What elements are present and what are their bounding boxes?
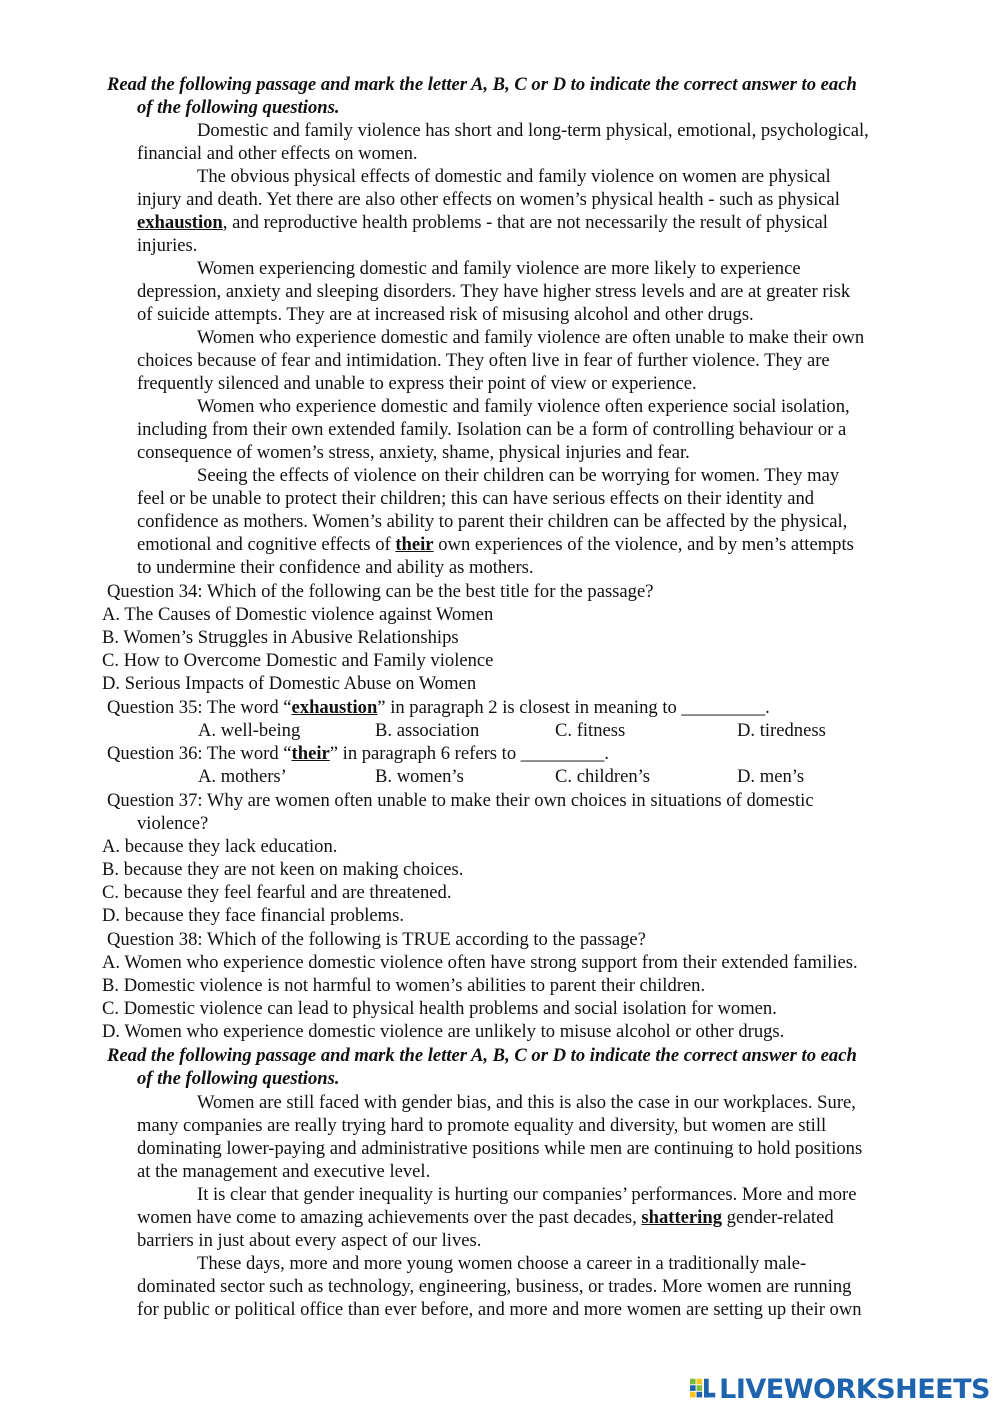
keyword-shattering: shattering — [641, 1207, 722, 1228]
instruction-1-line2: of the following questions. — [137, 97, 340, 118]
instruction-1-line1: Read the following passage and mark the letter A, B, C or D to indicate the correct answer to each — [107, 74, 857, 95]
passage-line: The obvious physical effects of domestic and family violence on women are physical — [197, 166, 831, 187]
passage-line: barriers in just about every aspect of our lives. — [137, 1230, 482, 1251]
passage-line: frequently silenced and unable to express their point of view or experience. — [137, 373, 697, 394]
passage-line: feel or be unable to protect their children; this can have serious effects on their identity and — [137, 488, 815, 509]
keyword-their: their — [395, 534, 434, 555]
passage-line: including from their own extended family. Isolation can be a form of controlling behaviour or a — [137, 419, 847, 440]
stem-end: ” in paragraph 6 refers to _________. — [329, 743, 610, 764]
option-a[interactable]: A. mothers’ — [198, 766, 287, 787]
option-b[interactable]: B. women’s — [375, 766, 464, 787]
logo-text: LIVEWORKSHEETS — [719, 1373, 990, 1405]
option-b[interactable]: B. because they are not keen on making choices. — [102, 859, 464, 880]
passage-line: injuries. — [137, 235, 198, 256]
passage-line: at the management and executive level. — [137, 1161, 431, 1182]
passage-line — [137, 211, 828, 234]
option-b[interactable]: B. Domestic violence is not harmful to women’s abilities to parent their children. — [102, 975, 706, 996]
passage-line: depression, anxiety and sleeping disorders. They have higher stress levels and are at greater risk — [137, 281, 851, 302]
question-stem-cont: violence? — [137, 813, 209, 834]
passage-line: Women are still faced with gender bias, and this is also the case in our workplaces. Sure, — [197, 1092, 856, 1113]
passage-line-rest: and reproductive health problems - that are not necessarily the result of physical — [232, 212, 828, 233]
option-b[interactable]: B. Women’s Struggles in Abusive Relationships — [102, 627, 459, 648]
passage-line: Seeing the effects of violence on their children can be worrying for women. They may — [197, 465, 840, 486]
option-a[interactable]: A. because they lack education. — [102, 836, 338, 857]
options-row — [0, 719, 1000, 742]
passage-line: It is clear that gender inequality is hurting our companies’ performances. More and more — [197, 1184, 857, 1205]
option-c[interactable]: C. because they feel fearful and are threatened. — [102, 882, 452, 903]
passage-line: financial and other effects on women. — [137, 143, 418, 164]
option-d[interactable]: D. tiredness — [737, 720, 826, 741]
option-a[interactable]: A. Women who experience domestic violence often have strong support from their extended families. — [102, 952, 858, 973]
passage-line: to undermine their confidence and ability as mothers. — [137, 557, 534, 578]
option-c[interactable]: C. fitness — [555, 720, 626, 741]
passage-line: of suicide attempts. They are at increased risk of misusing alcohol and other drugs. — [137, 304, 754, 325]
liveworksheets-logo-icon — [690, 1376, 716, 1402]
option-d[interactable]: D. Serious Impacts of Domestic Abuse on Women — [102, 673, 477, 694]
question-stem: Question 37: Why are women often unable to make their own choices in situations of domestic — [107, 790, 814, 811]
instruction-2-line2: of the following questions. — [137, 1068, 340, 1089]
passage-line-start: emotional and cognitive effects of — [137, 534, 391, 555]
option-b[interactable]: B. association — [375, 720, 480, 741]
liveworksheets-logo[interactable] — [690, 1372, 990, 1406]
passage-line-rest: gender-related — [726, 1207, 834, 1228]
passage-line: many companies are really trying hard to promote equality and diversity, but women are still — [137, 1115, 827, 1136]
passage-line — [137, 1206, 834, 1229]
option-c[interactable]: C. How to Overcome Domestic and Family violence — [102, 650, 494, 671]
passage-line: dominated sector such as technology, engineering, business, or trades. More women are running — [137, 1276, 852, 1297]
stem-start: Question 35: The word “ — [107, 697, 292, 718]
passage-line-rest: own experiences of the violence, and by men’s attempts — [438, 534, 854, 555]
passage-line: Women who experience domestic and family violence are often unable to make their own — [197, 327, 865, 348]
stem-start: Question 36: The word “ — [107, 743, 292, 764]
instruction-2-line1: Read the following passage and mark the letter A, B, C or D to indicate the correct answer to each — [107, 1045, 857, 1066]
passage-line — [137, 533, 854, 556]
passage-line: consequence of women’s stress, anxiety, shame, physical injuries and fear. — [137, 442, 690, 463]
option-d[interactable]: D. men’s — [737, 766, 805, 787]
passage-line: Women experiencing domestic and family violence are more likely to experience — [197, 258, 801, 279]
passage-line: confidence as mothers. Women’s ability to parent their children can be affected by the physical, — [137, 511, 848, 532]
option-c[interactable]: C. Domestic violence can lead to physical health problems and social isolation for women. — [102, 998, 777, 1019]
question-stem: Question 34: Which of the following can be the best title for the passage? — [107, 581, 654, 602]
passage-line: choices because of fear and intimidation. They often live in fear of further violence. They are — [137, 350, 830, 371]
question-stem — [107, 742, 609, 765]
keyword-exhaustion: exhaustion — [137, 212, 223, 233]
passage-line: for public or political office than ever before, and more and more women are setting up their own — [137, 1299, 862, 1320]
passage-line-start: women have come to amazing achievements over the past decades, — [137, 1207, 637, 1228]
option-a[interactable]: A. well-being — [198, 720, 301, 741]
option-c[interactable]: C. children’s — [555, 766, 651, 787]
stem-end: ” in paragraph 2 is closest in meaning to _________. — [377, 697, 770, 718]
question-stem — [107, 696, 770, 719]
passage-line: Women who experience domestic and family violence often experience social isolation, — [197, 396, 850, 417]
keyword-exhaustion: exhaustion — [291, 697, 378, 718]
passage-line: dominating lower-paying and administrative positions while men are continuing to hold positions — [137, 1138, 863, 1159]
keyword-their: their — [291, 743, 330, 764]
passage-line: injury and death. Yet there are also other effects on women’s physical health - such as physical — [137, 189, 840, 210]
passage-line: Domestic and family violence has short and long-term physical, emotional, psychological, — [197, 120, 869, 141]
options-row — [0, 765, 1000, 788]
option-d[interactable]: D. because they face financial problems. — [102, 905, 405, 926]
option-d[interactable]: D. Women who experience domestic violence are unlikely to misuse alcohol or other drugs. — [102, 1021, 785, 1042]
passage-line: These days, more and more young women choose a career in a traditionally male- — [197, 1253, 807, 1274]
comma: , — [222, 212, 228, 233]
question-stem: Question 38: Which of the following is TRUE according to the passage? — [107, 929, 646, 950]
option-a[interactable]: A. The Causes of Domestic violence against Women — [102, 604, 494, 625]
